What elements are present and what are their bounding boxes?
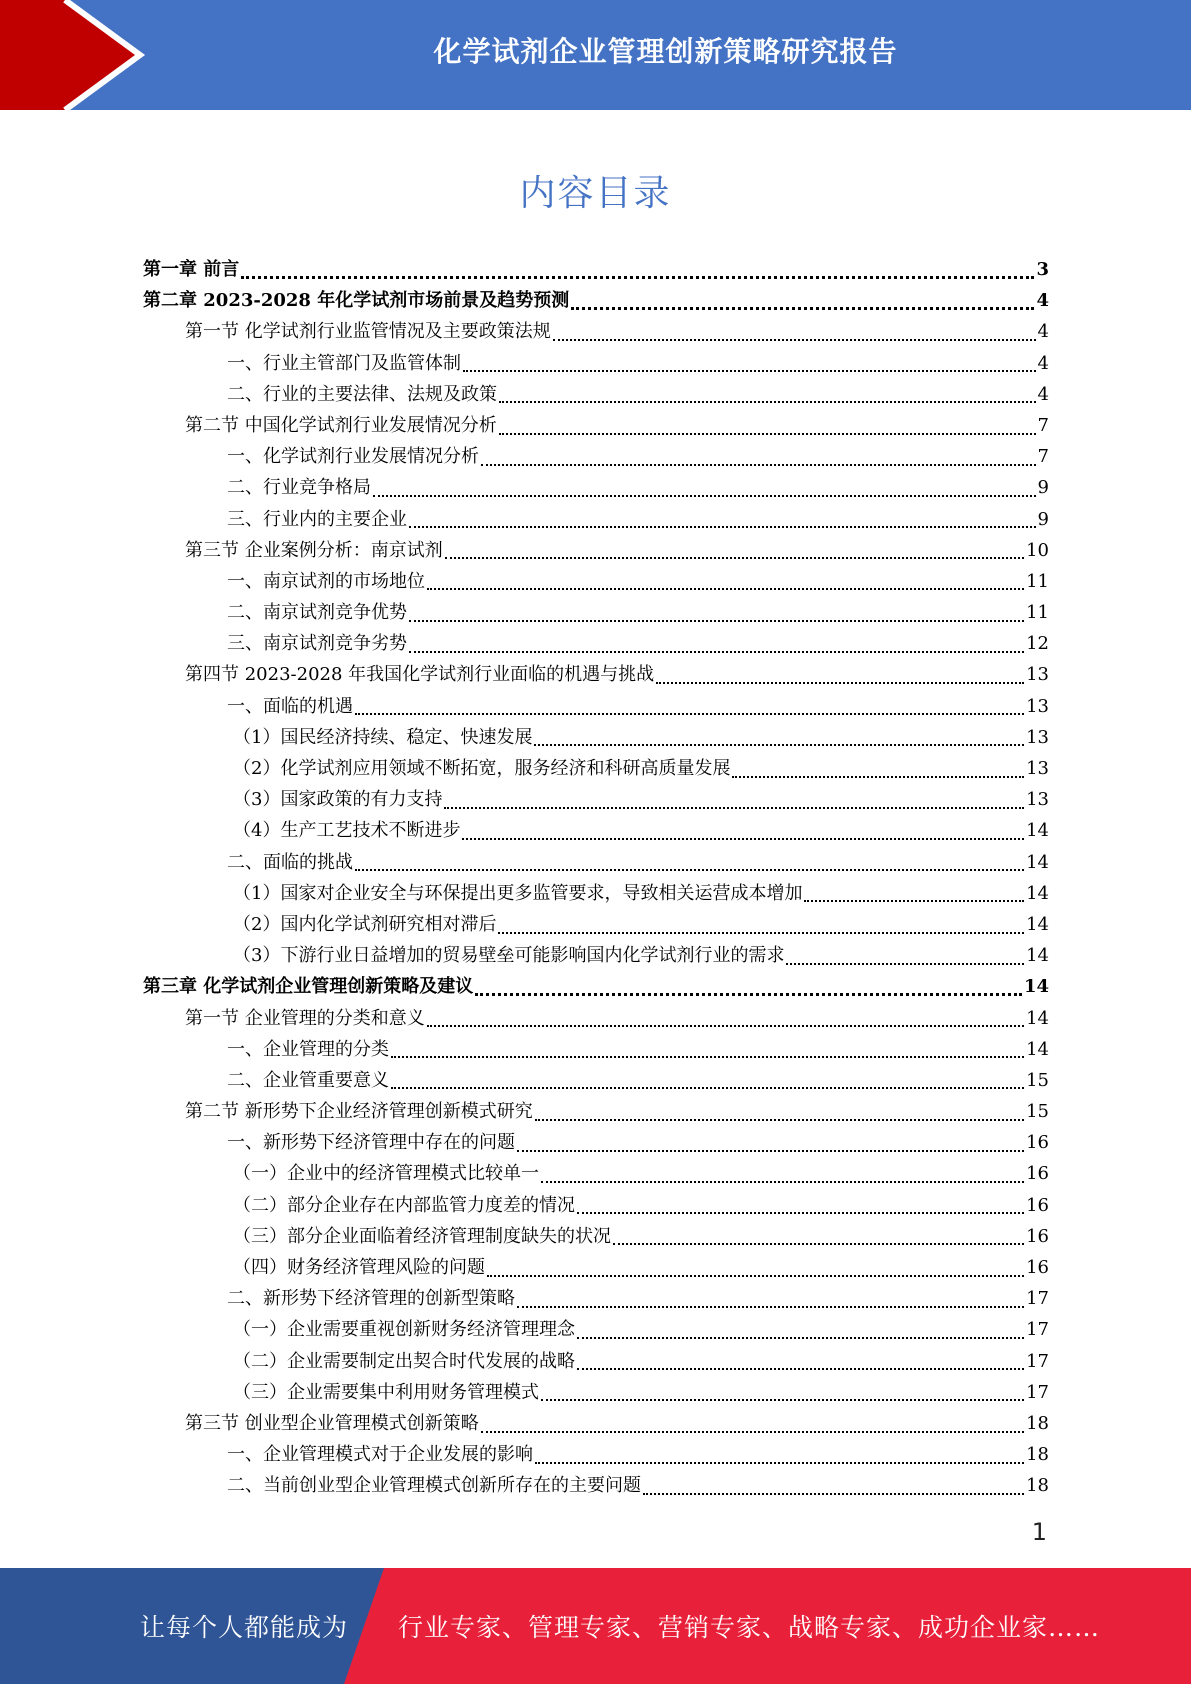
- report-title: 化学试剂企业管理创新策略研究报告: [433, 35, 898, 68]
- toc-entry-label: 三、行业内的主要企业: [227, 508, 407, 530]
- toc-dot-leader: [463, 370, 1036, 372]
- toc-entry-label: 一、企业管理的分类: [227, 1038, 389, 1060]
- toc-dot-leader: [577, 1337, 1024, 1339]
- toc-entry-label: （3）国家政策的有力支持: [233, 789, 443, 811]
- toc-entry-page: 13: [1026, 664, 1049, 686]
- toc-entry[interactable]: [143, 909, 1049, 940]
- toc-entry[interactable]: [143, 784, 1049, 815]
- page-header: [0, 0, 1191, 110]
- toc-dot-leader: [535, 1119, 1024, 1121]
- toc-entry[interactable]: [143, 940, 1049, 971]
- toc-entry-label: 二、当前创业型企业管理模式创新所存在的主要问题: [227, 1475, 641, 1497]
- toc-dot-leader: [409, 620, 1024, 622]
- toc-dot-leader: [732, 776, 1024, 778]
- toc-entry-label: 二、新形势下经济管理的创新型策略: [227, 1288, 515, 1310]
- toc-entry-label: （四）财务经济管理风险的问题: [233, 1257, 485, 1278]
- toc-dot-leader: [534, 744, 1024, 746]
- toc-entry-page: 18: [1026, 1444, 1049, 1466]
- toc-entry-page: 14: [1026, 820, 1049, 842]
- footer-slogan-left: 让每个人都能成为: [140, 1613, 349, 1642]
- toc-entry-label: （3）下游行业日益增加的贸易壁垒可能影响国内化学试剂行业的需求: [233, 945, 785, 967]
- toc-entry[interactable]: [143, 722, 1049, 753]
- toc-entry[interactable]: [143, 1003, 1049, 1034]
- page-footer: [0, 1568, 1191, 1684]
- toc-entry-page: 11: [1026, 602, 1049, 624]
- toc-entry-page: 14: [1026, 945, 1049, 967]
- toc-entry-page: 17: [1026, 1381, 1049, 1403]
- toc-entry-label: （一）企业中的经济管理模式比较单一: [233, 1163, 539, 1185]
- toc-dot-leader: [498, 932, 1024, 934]
- toc-dot-leader: [804, 900, 1024, 902]
- toc-dot-leader: [409, 651, 1024, 653]
- toc-entry-page: 13: [1026, 695, 1049, 717]
- toc-entry[interactable]: [143, 1034, 1049, 1065]
- toc-entry-page: 18: [1026, 1412, 1049, 1434]
- toc-entry-label: （一）企业需要重视创新财务经济管理理念: [233, 1319, 575, 1341]
- toc-dot-leader: [355, 869, 1024, 871]
- toc-entry[interactable]: [143, 815, 1049, 846]
- toc-dot-leader: [643, 1493, 1024, 1495]
- toc-entry-label: 第三节 企业案例分析：南京试剂: [185, 539, 443, 561]
- toc-entry-page: 4: [1036, 290, 1049, 312]
- toc-dot-leader: [517, 1150, 1024, 1152]
- toc-entry[interactable]: [143, 441, 1049, 472]
- toc-entry[interactable]: [143, 753, 1049, 784]
- toc-entry-label: （1）国民经济持续、稳定、快速发展: [233, 726, 533, 748]
- toc-entry-page: 17: [1026, 1319, 1049, 1341]
- toc-entry-page: 7: [1037, 446, 1049, 468]
- toc-entry-label: （二）企业需要制定出契合时代发展的战略: [233, 1350, 575, 1372]
- toc-entry[interactable]: [143, 566, 1049, 597]
- toc-entry-page: 17: [1026, 1350, 1049, 1372]
- toc-dot-leader: [445, 557, 1024, 559]
- toc-entry[interactable]: [143, 628, 1049, 659]
- toc-entry-label: （二）部分企业存在内部监管力度差的情况: [233, 1194, 575, 1216]
- toc-entry-page: 16: [1026, 1225, 1049, 1247]
- toc-entry-label: 二、南京试剂竞争优势: [227, 602, 407, 624]
- toc-dot-leader: [427, 1025, 1024, 1027]
- toc-dot-leader: [355, 713, 1024, 715]
- toc-entry[interactable]: [143, 379, 1049, 410]
- toc-entry[interactable]: [143, 1283, 1049, 1314]
- toc-dot-leader: [481, 1431, 1024, 1433]
- toc-entry-page: 4: [1037, 352, 1049, 374]
- toc-entry[interactable]: [143, 1314, 1049, 1345]
- toc-entry-label: （2）化学试剂应用领域不断拓宽，服务经济和科研高质量发展: [233, 758, 731, 779]
- toc-dot-leader: [577, 1368, 1024, 1370]
- toc-dot-leader: [481, 464, 1036, 466]
- toc-entry-label: 第三节 创业型企业管理模式创新策略: [185, 1412, 479, 1434]
- toc-entry-page: 7: [1037, 414, 1049, 436]
- toc-dot-leader: [427, 588, 1024, 590]
- toc-dot-leader: [475, 993, 1022, 996]
- toc-dot-leader: [373, 495, 1036, 497]
- toc-entry-label: 第三章 化学试剂企业管理创新策略及建议: [143, 976, 474, 998]
- toc-entry-page: 14: [1026, 882, 1049, 904]
- toc-entry[interactable]: [143, 1190, 1049, 1221]
- toc-entry-page: 14: [1026, 851, 1049, 873]
- toc-entry[interactable]: [143, 1096, 1049, 1127]
- toc-dot-leader: [487, 1275, 1024, 1277]
- toc-entry-page: 18: [1026, 1475, 1049, 1497]
- toc-entry[interactable]: [143, 1065, 1049, 1096]
- toc-entry-label: 第一节 企业管理的分类和意义: [185, 1007, 425, 1029]
- toc-entry-label: 第二章 2023-2028 年化学试剂市场前景及趋势预测: [143, 290, 570, 312]
- toc-entry[interactable]: [143, 316, 1049, 347]
- toc-entry-label: （4）生产工艺技术不断进步: [233, 820, 461, 842]
- toc-entry-page: 12: [1026, 633, 1049, 655]
- toc-entry[interactable]: [143, 1221, 1049, 1252]
- toc-entry-label: 二、行业竞争格局: [227, 477, 371, 499]
- toc-entry[interactable]: [143, 1377, 1049, 1408]
- toc-dot-leader: [656, 682, 1024, 684]
- toc-entry-page: 16: [1026, 1194, 1049, 1216]
- toc-entry[interactable]: [143, 847, 1049, 878]
- toc-dot-leader: [462, 838, 1024, 840]
- toc-dot-leader: [541, 1181, 1024, 1183]
- page-number: 1: [1031, 1518, 1047, 1546]
- toc-dot-leader: [553, 339, 1036, 341]
- toc-entry[interactable]: [143, 1346, 1049, 1377]
- toc-entry-label: 第二节 新形势下企业经济管理创新模式研究: [185, 1101, 533, 1123]
- toc-entry-label: 三、南京试剂竞争劣势: [227, 633, 407, 655]
- toc-entry-page: 16: [1026, 1132, 1049, 1154]
- table-of-contents: [143, 254, 1049, 1502]
- toc-entry[interactable]: [143, 1158, 1049, 1189]
- toc-entry-label: （2）国内化学试剂研究相对滞后: [233, 913, 497, 935]
- toc-entry-page: 13: [1026, 726, 1049, 748]
- toc-entry-label: （三）企业需要集中利用财务管理模式: [233, 1381, 539, 1403]
- toc-entry-label: 第二节 中国化学试剂行业发展情况分析: [185, 414, 497, 436]
- toc-entry-label: 一、化学试剂行业发展情况分析: [227, 446, 479, 468]
- toc-entry-page: 10: [1026, 539, 1049, 561]
- toc-dot-leader: [499, 433, 1036, 435]
- toc-entry-label: （1）国家对企业安全与环保提出更多监管要求，导致相关运营成本增加: [233, 882, 803, 904]
- toc-dot-leader: [409, 526, 1036, 528]
- toc-entry[interactable]: [143, 504, 1049, 535]
- toc-entry-page: 11: [1026, 570, 1049, 592]
- toc-entry-page: 13: [1026, 758, 1049, 779]
- toc-entry[interactable]: [143, 691, 1049, 722]
- toc-dot-leader: [444, 807, 1024, 809]
- toc-entry-label: 二、企业管重要意义: [227, 1069, 389, 1091]
- toc-entry-page: 9: [1037, 508, 1049, 530]
- toc-entry-page: 3: [1036, 259, 1049, 280]
- toc-dot-leader: [391, 1056, 1024, 1058]
- footer-slogan-right: 行业专家、管理专家、营销专家、战略专家、成功企业家……: [398, 1613, 1101, 1642]
- toc-entry-page: 15: [1026, 1101, 1049, 1123]
- toc-dot-leader: [786, 963, 1024, 965]
- toc-dot-leader: [499, 401, 1036, 403]
- toc-entry[interactable]: [143, 285, 1049, 316]
- toc-dot-leader: [613, 1243, 1024, 1245]
- toc-entry-label: 二、面临的挑战: [227, 851, 353, 873]
- toc-dot-leader: [517, 1306, 1024, 1308]
- toc-entry-page: 14: [1026, 913, 1049, 935]
- toc-entry[interactable]: [143, 1252, 1049, 1283]
- toc-dot-leader: [541, 1399, 1024, 1401]
- toc-entry-label: 第四节 2023-2028 年我国化学试剂行业面临的机遇与挑战: [185, 664, 655, 686]
- toc-entry-page: 4: [1037, 321, 1049, 343]
- toc-entry-page: 17: [1026, 1288, 1049, 1310]
- toc-dot-leader: [391, 1087, 1024, 1089]
- toc-entry-page: 14: [1026, 1007, 1049, 1029]
- toc-heading: 内容目录: [519, 173, 672, 214]
- toc-entry[interactable]: [143, 1127, 1049, 1158]
- toc-entry-label: 一、面临的机遇: [227, 695, 353, 717]
- toc-entry-label: 一、行业主管部门及监管体制: [227, 352, 461, 374]
- toc-entry[interactable]: [143, 410, 1049, 441]
- toc-entry[interactable]: [143, 597, 1049, 628]
- toc-entry[interactable]: [143, 472, 1049, 503]
- toc-entry-label: 一、企业管理模式对于企业发展的影响: [227, 1444, 533, 1466]
- toc-dot-leader: [535, 1462, 1024, 1464]
- toc-entry-label: 第一节 化学试剂行业监管情况及主要政策法规: [185, 321, 551, 343]
- toc-entry-page: 13: [1026, 789, 1049, 811]
- toc-entry-page: 14: [1023, 976, 1049, 998]
- toc-entry[interactable]: [143, 254, 1049, 285]
- toc-dot-leader: [571, 307, 1034, 310]
- toc-entry[interactable]: [143, 971, 1049, 1002]
- toc-entry-page: 4: [1037, 383, 1049, 405]
- toc-entry-page: 16: [1026, 1163, 1049, 1185]
- toc-entry-label: 一、新形势下经济管理中存在的问题: [227, 1132, 515, 1154]
- toc-dot-leader: [241, 276, 1034, 279]
- header-red-arrow: [0, 0, 140, 110]
- toc-entry[interactable]: [143, 1470, 1049, 1501]
- toc-entry[interactable]: [143, 1408, 1049, 1439]
- toc-entry-page: 15: [1026, 1069, 1049, 1091]
- toc-entry-label: 一、南京试剂的市场地位: [227, 570, 425, 592]
- toc-dot-leader: [577, 1212, 1024, 1214]
- toc-entry[interactable]: [143, 535, 1049, 566]
- toc-entry-page: 16: [1026, 1257, 1049, 1278]
- toc-entry-page: 9: [1037, 477, 1049, 499]
- toc-entry-page: 14: [1026, 1038, 1049, 1060]
- toc-entry[interactable]: [143, 659, 1049, 690]
- toc-entry-label: （三）部分企业面临着经济管理制度缺失的状况: [233, 1225, 611, 1247]
- toc-entry[interactable]: [143, 878, 1049, 909]
- toc-entry[interactable]: [143, 1439, 1049, 1470]
- toc-entry[interactable]: [143, 348, 1049, 379]
- toc-entry-label: 第一章 前言: [143, 259, 240, 280]
- toc-entry-label: 二、行业的主要法律、法规及政策: [227, 383, 497, 405]
